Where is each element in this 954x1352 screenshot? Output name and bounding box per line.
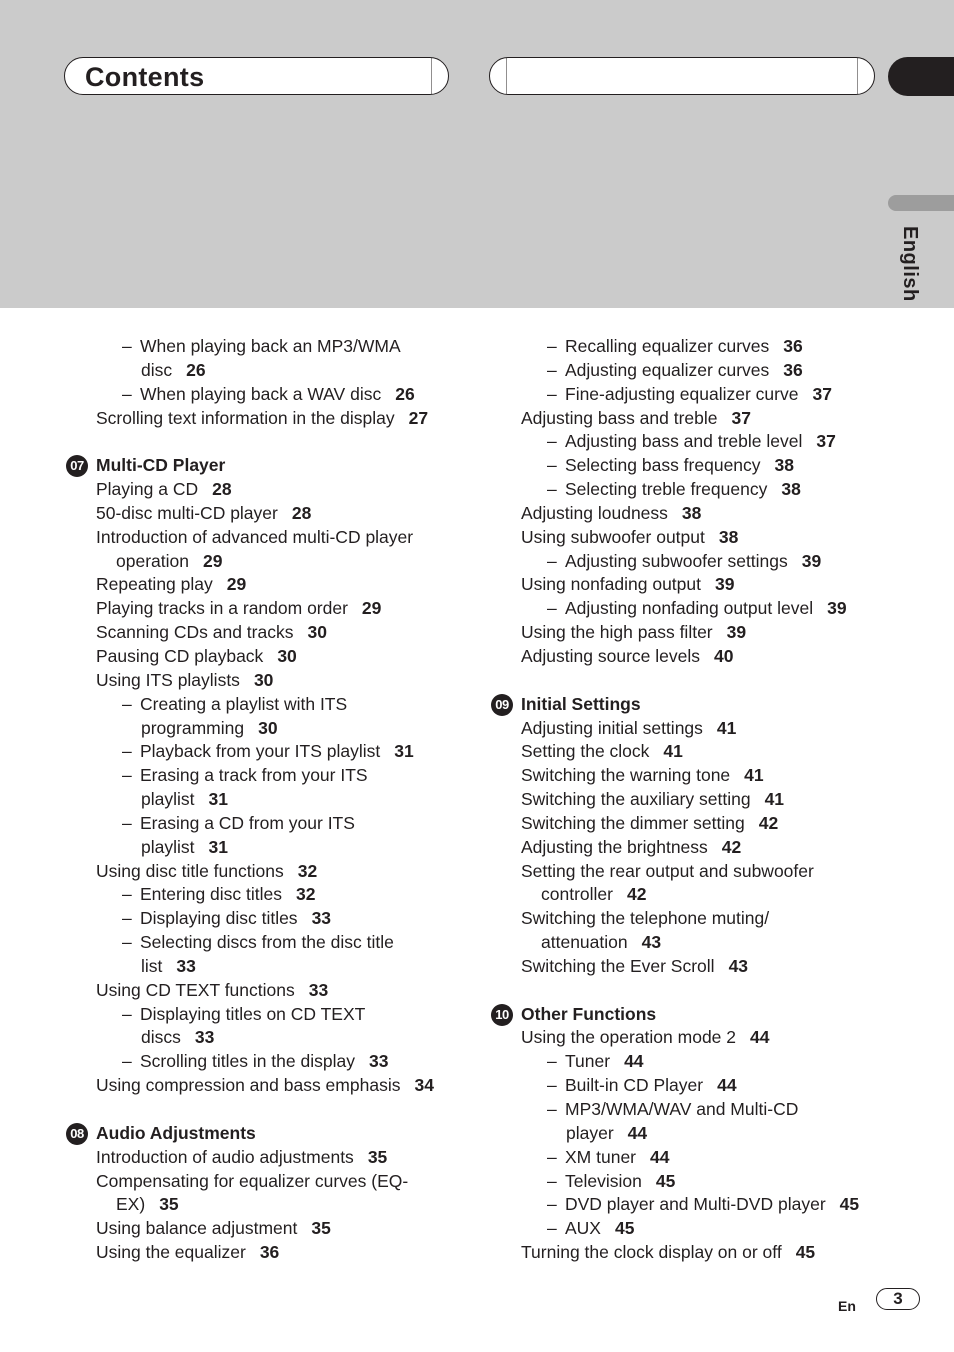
section-tab-marker xyxy=(888,57,954,96)
toc-entry[interactable] xyxy=(489,597,889,621)
toc-entry-text: operation xyxy=(116,550,189,571)
footer-language-code: En xyxy=(838,1298,856,1314)
page-number: 3 xyxy=(876,1288,920,1310)
toc-page-number: 33 xyxy=(311,908,332,929)
toc-entry[interactable] xyxy=(64,812,464,836)
title-box-divider xyxy=(431,58,432,94)
toc-entry[interactable] xyxy=(64,573,464,597)
toc-entry-text: Adjusting bass and treble level xyxy=(565,431,803,452)
toc-entry-text: Using balance adjustment xyxy=(96,1218,298,1239)
dash-bullet: – xyxy=(122,884,132,905)
toc-page-number: 39 xyxy=(827,598,847,619)
toc-entry-text: Erasing a track from your ITS xyxy=(140,765,368,786)
toc-entry-text: Playing a CD xyxy=(96,479,199,500)
toc-page-number: 31 xyxy=(394,741,414,762)
language-tab-label: English xyxy=(899,226,921,302)
toc-page-number: 35 xyxy=(159,1194,179,1215)
toc-page-number: 30 xyxy=(258,717,278,738)
toc-entry-text: Creating a playlist with ITS xyxy=(140,693,348,714)
toc-entry[interactable] xyxy=(489,907,889,931)
toc-entry[interactable] xyxy=(489,478,889,502)
toc-entry-text: controller xyxy=(541,884,613,905)
toc-entry-text: Selecting bass frequency xyxy=(565,455,761,476)
toc-entry-text: AUX xyxy=(565,1218,601,1239)
dash-bullet: – xyxy=(547,1146,557,1167)
dash-bullet: – xyxy=(547,336,557,356)
page-title: Contents xyxy=(85,62,205,92)
toc-entry-continuation[interactable] xyxy=(489,931,889,955)
toc-page-number: 34 xyxy=(414,1075,434,1096)
empty-box-divider-right xyxy=(857,58,858,94)
toc-entry-text: When playing back a WAV disc xyxy=(140,383,382,404)
toc-page-number: 45 xyxy=(614,1218,635,1239)
section-heading xyxy=(64,454,464,478)
toc-entry[interactable] xyxy=(64,621,464,645)
toc-entry[interactable] xyxy=(489,1026,889,1050)
dash-bullet: – xyxy=(122,693,132,714)
toc-page-number: 45 xyxy=(839,1194,860,1215)
dash-bullet: – xyxy=(547,359,557,380)
toc-page-number: 38 xyxy=(718,526,739,547)
toc-entry[interactable] xyxy=(489,526,889,550)
toc-page-number: 38 xyxy=(681,502,702,523)
toc-entry-text: attenuation xyxy=(541,932,628,953)
toc-entry-text: Introduction of audio adjustments xyxy=(96,1146,354,1167)
toc-page-number: 37 xyxy=(816,431,836,452)
toc-entry[interactable] xyxy=(489,359,889,383)
toc-entry[interactable] xyxy=(64,764,464,788)
toc-entry[interactable] xyxy=(64,907,464,931)
toc-entry[interactable] xyxy=(64,1050,464,1074)
toc-entry-text: Adjusting source levels xyxy=(521,645,700,666)
section-number-badge: 07 xyxy=(66,455,88,477)
toc-entry[interactable] xyxy=(64,1074,464,1098)
toc-entry-text: Playing tracks in a random order xyxy=(96,598,348,619)
toc-entry[interactable] xyxy=(64,883,464,907)
toc-page-number: 41 xyxy=(744,765,764,786)
section-heading xyxy=(489,693,889,717)
toc-page-number: 38 xyxy=(781,479,801,500)
toc-entry[interactable] xyxy=(489,955,889,979)
toc-entry[interactable] xyxy=(489,1217,889,1241)
toc-entry-text: Adjusting equalizer curves xyxy=(565,359,770,380)
toc-entry-text: programming xyxy=(141,717,245,738)
toc-page-number: 28 xyxy=(212,479,232,500)
toc-entry-text: disc xyxy=(141,359,173,380)
toc-entry-text: Adjusting nonfading output level xyxy=(565,598,814,619)
toc-entry-text: list xyxy=(141,955,163,976)
toc-entry-text: Using the equalizer xyxy=(96,1242,246,1263)
toc-page-number: 43 xyxy=(728,955,749,976)
toc-entry[interactable] xyxy=(64,931,464,955)
toc-entry-text: playlist xyxy=(141,836,195,857)
toc-page-number: 27 xyxy=(408,407,429,428)
section-title: Audio Adjustments xyxy=(96,1122,256,1143)
toc-page-number: 38 xyxy=(774,455,795,476)
toc-entry-continuation[interactable] xyxy=(64,836,464,860)
toc-entry[interactable] xyxy=(489,383,889,407)
toc-entry[interactable] xyxy=(489,717,889,741)
toc-page-number: 42 xyxy=(758,812,779,833)
toc-page-number: 41 xyxy=(764,789,785,810)
toc-entry[interactable] xyxy=(64,335,464,359)
toc-page-number: 42 xyxy=(626,884,647,905)
toc-page-number: 39 xyxy=(801,550,822,571)
toc-entry-text: Adjusting loudness xyxy=(521,502,668,523)
dash-bullet: – xyxy=(547,1218,557,1239)
toc-entry[interactable] xyxy=(64,526,464,550)
toc-page-number: 33 xyxy=(194,1027,215,1048)
toc-page-number: 44 xyxy=(717,1075,737,1096)
toc-entry[interactable] xyxy=(489,860,889,884)
toc-page-number: 36 xyxy=(783,359,803,380)
toc-entry[interactable] xyxy=(489,502,889,526)
toc-entry-text: XM tuner xyxy=(565,1146,636,1167)
toc-entry-text: Using disc title functions xyxy=(96,860,284,881)
section-number-badge: 09 xyxy=(491,694,513,716)
toc-page-number: 35 xyxy=(311,1218,331,1239)
toc-page-number: 45 xyxy=(655,1170,676,1191)
toc-entry[interactable] xyxy=(64,1217,464,1241)
toc-entry-text: Scanning CDs and tracks xyxy=(96,622,294,643)
toc-entry-text: Switching the dimmer setting xyxy=(521,812,745,833)
toc-page-number: 33 xyxy=(176,955,196,976)
toc-entry-text: Fine-adjusting equalizer curve xyxy=(565,383,799,404)
toc-entry[interactable] xyxy=(64,669,464,693)
toc-entry-text: Compensating for equalizer curves (EQ- xyxy=(96,1170,409,1191)
toc-entry-text: Setting the clock xyxy=(521,741,650,762)
dash-bullet: – xyxy=(122,1051,132,1072)
toc-entry[interactable] xyxy=(64,740,464,764)
empty-header-box xyxy=(489,57,875,95)
toc-entry-text: discs xyxy=(141,1027,181,1048)
toc-entry-continuation[interactable] xyxy=(489,1122,889,1146)
toc-entry-continuation[interactable] xyxy=(64,1026,464,1050)
toc-page-number: 30 xyxy=(307,622,327,643)
toc-entry[interactable] xyxy=(489,1074,889,1098)
toc-page-number: 31 xyxy=(208,789,228,810)
toc-entry[interactable] xyxy=(489,407,889,431)
toc-entry[interactable] xyxy=(64,502,464,526)
toc-entry-continuation[interactable] xyxy=(64,359,464,383)
toc-page-number: 26 xyxy=(186,359,206,380)
toc-entry[interactable] xyxy=(64,860,464,884)
toc-entry-text: DVD player and Multi-DVD player xyxy=(565,1194,826,1215)
toc-page-number: 32 xyxy=(297,860,318,881)
toc-entry[interactable] xyxy=(489,1193,889,1217)
toc-entry[interactable] xyxy=(489,1241,889,1265)
dash-bullet: – xyxy=(122,1003,132,1024)
toc-entry-text: Using subwoofer output xyxy=(521,526,705,547)
section-spacer xyxy=(489,669,889,693)
dash-bullet: – xyxy=(547,598,557,619)
dash-bullet: – xyxy=(547,1194,557,1215)
section-title: Multi-CD Player xyxy=(96,455,226,476)
dash-bullet: – xyxy=(122,765,132,786)
dash-bullet: – xyxy=(122,908,132,929)
toc-entry-text: Displaying titles on CD TEXT xyxy=(140,1003,366,1024)
dash-bullet: – xyxy=(547,1099,557,1119)
dash-bullet: – xyxy=(122,336,132,356)
dash-bullet: – xyxy=(547,550,557,571)
toc-page-number: 31 xyxy=(208,836,228,857)
toc-entry-continuation[interactable] xyxy=(64,955,464,979)
toc-entry[interactable] xyxy=(64,645,464,669)
toc-entry[interactable] xyxy=(64,407,464,431)
toc-page-number: 36 xyxy=(259,1242,280,1263)
toc-entry-continuation[interactable] xyxy=(64,717,464,741)
toc-page-number: 37 xyxy=(731,407,751,428)
toc-entry[interactable] xyxy=(489,621,889,645)
toc-entry-text: Using CD TEXT functions xyxy=(96,979,295,1000)
toc-page-number: 45 xyxy=(795,1242,816,1263)
toc-entry-continuation[interactable] xyxy=(64,788,464,812)
toc-entry[interactable] xyxy=(64,979,464,1003)
toc-entry-text: Selecting treble frequency xyxy=(565,479,768,500)
empty-box-divider-left xyxy=(506,58,507,94)
toc-page-number: 39 xyxy=(726,622,747,643)
toc-entry[interactable] xyxy=(64,1170,464,1194)
toc-page-number: 30 xyxy=(277,645,297,666)
toc-entry[interactable] xyxy=(489,812,889,836)
dash-bullet: – xyxy=(122,932,132,953)
dash-bullet: – xyxy=(547,383,557,404)
toc-left-column xyxy=(64,335,464,1265)
toc-entry[interactable] xyxy=(489,550,889,574)
section-title: Other Functions xyxy=(521,1003,657,1024)
toc-entry[interactable] xyxy=(489,430,889,454)
section-number-badge: 10 xyxy=(491,1004,513,1026)
toc-entry[interactable] xyxy=(489,573,889,597)
toc-entry[interactable] xyxy=(489,1098,889,1122)
toc-page-number: 29 xyxy=(361,598,382,619)
toc-page-number: 41 xyxy=(716,717,737,738)
toc-entry-text: Tuner xyxy=(565,1051,611,1072)
dash-bullet: – xyxy=(547,479,557,500)
toc-entry-text: Switching the Ever Scroll xyxy=(521,955,715,976)
section-title: Initial Settings xyxy=(521,693,641,714)
toc-entry-text: Scrolling text information in the display xyxy=(96,407,395,428)
toc-page-number: 26 xyxy=(395,383,415,404)
toc-page-number: 40 xyxy=(713,645,734,666)
toc-entry[interactable] xyxy=(489,335,889,359)
toc-entry-text: Adjusting the brightness xyxy=(521,836,708,857)
toc-entry-text: Entering disc titles xyxy=(140,884,283,905)
dash-bullet: – xyxy=(547,431,557,452)
toc-page-number: 28 xyxy=(291,502,312,523)
toc-page-number: 29 xyxy=(226,574,247,595)
toc-page-number: 30 xyxy=(253,669,274,690)
title-box xyxy=(64,57,449,95)
toc-page-number: 35 xyxy=(367,1146,388,1167)
dash-bullet: – xyxy=(122,741,132,762)
section-spacer xyxy=(64,1098,464,1122)
dash-bullet: – xyxy=(547,1170,557,1191)
toc-entry-text: Turning the clock display on or off xyxy=(521,1242,782,1263)
toc-page-number: 44 xyxy=(650,1146,670,1167)
toc-entry[interactable] xyxy=(489,1170,889,1194)
dash-bullet: – xyxy=(547,1075,557,1096)
toc-entry[interactable] xyxy=(489,764,889,788)
toc-entry-text: Erasing a CD from your ITS xyxy=(140,812,355,833)
toc-entry[interactable] xyxy=(489,1146,889,1170)
toc-entry-text: Switching the telephone muting/ xyxy=(521,908,770,929)
toc-entry[interactable] xyxy=(64,1241,464,1265)
toc-entry-text: Using compression and bass emphasis xyxy=(96,1075,401,1096)
toc-entry[interactable] xyxy=(489,740,889,764)
toc-entry[interactable] xyxy=(64,383,464,407)
toc-page-number: 37 xyxy=(812,383,832,404)
toc-entry-text: 50-disc multi-CD player xyxy=(96,502,278,523)
toc-entry-text: Using the operation mode 2 xyxy=(521,1027,736,1048)
toc-entry-text: Setting the rear output and subwoofer xyxy=(521,860,814,881)
toc-entry[interactable] xyxy=(64,478,464,502)
toc-entry-continuation[interactable] xyxy=(64,550,464,574)
toc-entry-text: Scrolling titles in the display xyxy=(140,1051,355,1072)
toc-entry-text: Built-in CD Player xyxy=(565,1075,704,1096)
toc-entry[interactable] xyxy=(489,836,889,860)
toc-entry[interactable] xyxy=(64,597,464,621)
toc-entry[interactable] xyxy=(64,1146,464,1170)
dash-bullet: – xyxy=(122,812,132,833)
toc-page-number: 33 xyxy=(368,1051,389,1072)
toc-entry-text: player xyxy=(566,1122,614,1143)
toc-entry-text: Switching the warning tone xyxy=(521,765,731,786)
toc-entry[interactable] xyxy=(64,1003,464,1027)
toc-entry-text: Using nonfading output xyxy=(521,574,701,595)
toc-entry-text: Introduction of advanced multi-CD player xyxy=(96,526,414,547)
toc-entry-text: Using ITS playlists xyxy=(96,669,240,690)
toc-entry-continuation[interactable] xyxy=(489,883,889,907)
toc-page-number: 42 xyxy=(721,836,742,857)
toc-entry-text: Using the high pass filter xyxy=(521,622,713,643)
toc-page-number: 39 xyxy=(715,574,735,595)
toc-page-number: 33 xyxy=(308,979,329,1000)
section-spacer xyxy=(64,430,464,454)
toc-page-number: 44 xyxy=(624,1051,644,1072)
toc-entry-text: Television xyxy=(565,1170,642,1191)
toc-page-number: 43 xyxy=(641,932,662,953)
toc-entry-text: Playback from your ITS playlist xyxy=(140,741,381,762)
toc-entry[interactable] xyxy=(489,454,889,478)
toc-entry-text: Recalling equalizer curves xyxy=(565,336,770,356)
section-number-badge: 08 xyxy=(66,1123,88,1145)
toc-entry-text: Adjusting initial settings xyxy=(521,717,703,738)
toc-entry-text: Switching the auxiliary setting xyxy=(521,789,751,810)
toc-page-number: 32 xyxy=(296,884,316,905)
toc-entry-text: Selecting discs from the disc title xyxy=(140,932,394,953)
section-spacer xyxy=(489,979,889,1003)
toc-entry-text: Adjusting bass and treble xyxy=(521,407,718,428)
toc-entry[interactable] xyxy=(489,788,889,812)
toc-entry-text: MP3/WMA/WAV and Multi-CD xyxy=(565,1099,799,1119)
language-tab-marker xyxy=(888,195,954,211)
toc-entry-text: Repeating play xyxy=(96,574,213,595)
toc-right-column xyxy=(489,335,889,1265)
dash-bullet: – xyxy=(122,383,132,404)
header-band xyxy=(0,0,954,308)
toc-entry[interactable] xyxy=(489,1050,889,1074)
toc-page-number: 44 xyxy=(750,1027,770,1048)
dash-bullet: – xyxy=(547,455,557,476)
toc-entry-continuation[interactable] xyxy=(64,1193,464,1217)
toc-page-number: 36 xyxy=(783,336,803,356)
toc-entry-text: playlist xyxy=(141,789,195,810)
toc-entry-text: When playing back an MP3/WMA xyxy=(140,336,401,356)
section-heading xyxy=(489,1003,889,1027)
toc-entry-text: Pausing CD playback xyxy=(96,645,264,666)
toc-entry-text: Displaying disc titles xyxy=(140,908,298,929)
toc-entry[interactable] xyxy=(489,645,889,669)
toc-entry-text: Adjusting subwoofer settings xyxy=(565,550,788,571)
toc-entry-text: EX) xyxy=(116,1194,146,1215)
toc-page-number: 44 xyxy=(627,1122,648,1143)
toc-entry[interactable] xyxy=(64,693,464,717)
toc-page-number: 41 xyxy=(663,741,683,762)
section-heading xyxy=(64,1122,464,1146)
toc-page-number: 29 xyxy=(202,550,223,571)
dash-bullet: – xyxy=(547,1051,557,1072)
